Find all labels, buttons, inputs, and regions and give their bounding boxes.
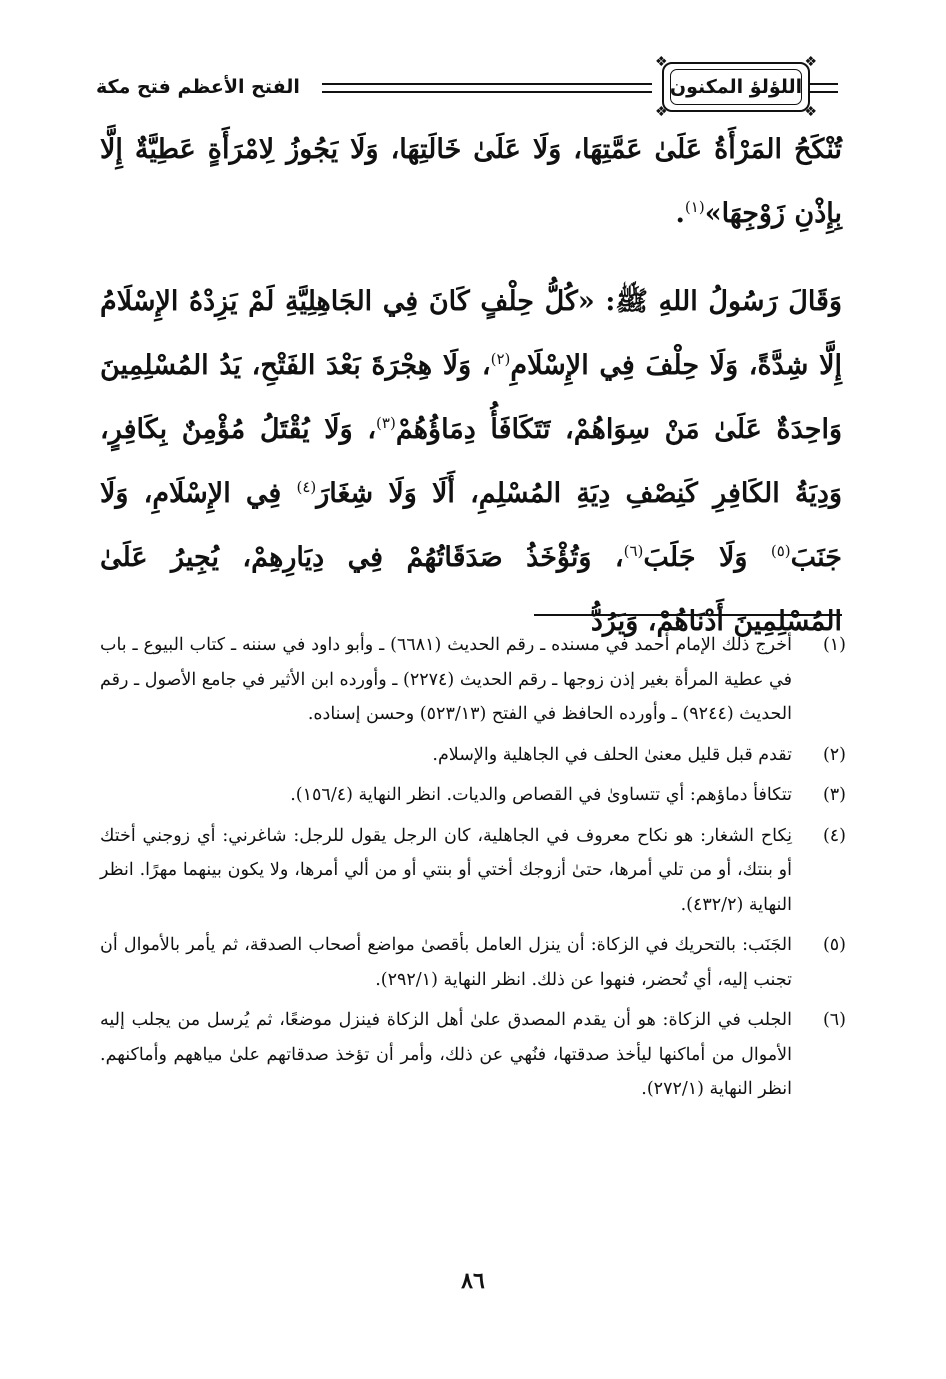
page-header	[96, 54, 838, 120]
footnote-item	[100, 778, 846, 813]
footnote-ref-5: (٥)	[770, 542, 791, 560]
footnote-ref-2: (٢)	[490, 350, 511, 368]
footnote-text: الجَنَب: بالتحريك في الزكاة: أن ينزل العامل بأقصىٰ مواضع أصحاب الصدقة، ثم يأمر بالأموال أن تجنب إليه، أي تُحضر، فنهوا عن ذلك. انظر النهاية (٢٩٢/١).	[100, 935, 792, 990]
paragraph-2-seg3: ، وَلَا يُقْتَلُ مُؤْمِنٌ بِكَافِرٍ، وَدِيَةُ الكَافِرِ كَنِصْفِ دِيَةِ المُسْلِمِ، أَلَا وَلَا شِغَارَ	[100, 414, 842, 509]
footnote-number: (٦)	[822, 1010, 846, 1030]
paragraph-2-seg1: وَقَالَ رَسُولُ اللهِ ﷺ: «كُلُّ حِلْفٍ كَانَ فِي الجَاهِلِيَّةِ لَمْ يَزِدْهُ الإِسْلَامُ إِلَّا شِدَّةً، وَلَا حِلْفَ فِي الإِسْلَامِ	[100, 286, 842, 381]
footnote-ref-6: (٦)	[623, 542, 644, 560]
footnote-ref-4: (٤)	[296, 478, 317, 496]
footnote-number: (٢)	[822, 744, 846, 765]
paragraph-2-seg2: ، وَلَا هِجْرَةَ بَعْدَ الفَتْحِ، يَدُ المُسْلِمِينَ وَاحِدَةٌ عَلَىٰ مَنْ سِوَاهُمْ، تَتَكَافَأُ دِمَاؤُهُمْ	[100, 350, 842, 445]
paragraph-2-seg6: ، وَتُؤْخَذُ صَدَقَاتُهُمْ فِي دِيَارِهِمْ، يُجِيرُ عَلَىٰ المُسْلِمِينَ أَدْنَاهُمْ، وَيَرُدُّ	[100, 542, 842, 637]
footnote-number: (٥)	[822, 935, 846, 955]
footnote-item	[100, 928, 846, 997]
paragraph-1-end: .	[675, 198, 685, 229]
paragraph-1-text: تُنْكَحُ المَرْأَةُ عَلَىٰ عَمَّتِهَا، وَلَا عَلَىٰ خَالَتِهَا، وَلَا يَجُوزُ لِامْرَأَةٍ عَطِيَّةٌ إِلَّا بِإِذْنِ زَوْجِهَا»	[100, 134, 842, 229]
paragraph-2-seg4: فِي الإِسْلَامِ، وَلَا جَنَبَ	[100, 478, 842, 573]
book-title-ornament	[655, 54, 817, 120]
paragraph-2	[100, 270, 842, 654]
footnote-text: نِكاح الشغار: هو نكاح معروف في الجاهلية، كان الرجل يقول للرجل: شاغرني: أي زوجني أختك أو بنتك، أو من تلي أمرها، حتىٰ أزوجك أختي أو بنتي أو من ألي أمرها، ولا يكون بينهما مهرًا. انظر النهاية (٤٣٢/٢).	[100, 825, 792, 915]
running-title: الفتح الأعظم فتح مكة	[96, 76, 300, 98]
header-rule-left	[322, 83, 652, 93]
ornament-corner-icon: ❖	[804, 54, 817, 70]
footnote-item	[100, 1003, 846, 1107]
paragraph-2-seg5: وَلَا جَلَبَ	[643, 542, 771, 573]
footnote-item	[100, 628, 846, 732]
footnote-text: أخرج ذلك الإمام أحمد في مسنده ـ رقم الحديث (٦٦٨١) ـ وأبو داود في سننه ـ كتاب البيوع ـ باب في عطية المرأة بغير إذن زوجها ـ رقم الحديث (٢٢٧٤) ـ وأورده ابن الأثير في جامع الأصول ـ رقم الحديث (٩٢٤٤) ـ وأورده الحافظ في الفتح (٥٢٣/١٣) وحسن إسناده.	[100, 635, 792, 724]
ornament-corner-icon: ❖	[804, 104, 817, 120]
footnote-text: تتكافأ دماؤهم: أي تتساوىٰ في القصاص والديات. انظر النهاية (١٥٦/٤).	[290, 785, 792, 805]
footnote-item	[100, 738, 846, 773]
book-title: اللؤلؤ المكنون	[669, 76, 803, 98]
footnote-number: (٤)	[822, 825, 846, 846]
footnote-ref-1: (١)	[684, 198, 705, 216]
footnote-separator	[534, 614, 842, 616]
footnote-text: تقدم قبل قليل معنىٰ الحلف في الجاهلية والإسلام.	[432, 744, 792, 765]
footnotes	[100, 628, 846, 1113]
page-number: ٨٦	[461, 1268, 485, 1294]
ornament-corner-icon: ❖	[655, 104, 668, 120]
ornament-corner-icon: ❖	[655, 54, 668, 70]
paragraph-1	[100, 118, 842, 246]
footnote-number: (٣)	[822, 785, 846, 805]
footnote-ref-3: (٣)	[376, 414, 396, 432]
footnote-item	[100, 819, 846, 923]
main-text	[100, 118, 842, 654]
footnote-number: (١)	[822, 635, 846, 655]
footnote-text: الجلب في الزكاة: هو أن يقدم المصدق علىٰ أهل الزكاة فينزل موضعًا، ثم يُرسل من يجلب إليه الأموال من أماكنها ليأخذ صدقتها، فنُهي عن ذلك، وأمر أن تؤخذ صدقاتهم علىٰ مياههم وأماكنهم. انظر النهاية (٢٧٢/١).	[100, 1010, 792, 1099]
